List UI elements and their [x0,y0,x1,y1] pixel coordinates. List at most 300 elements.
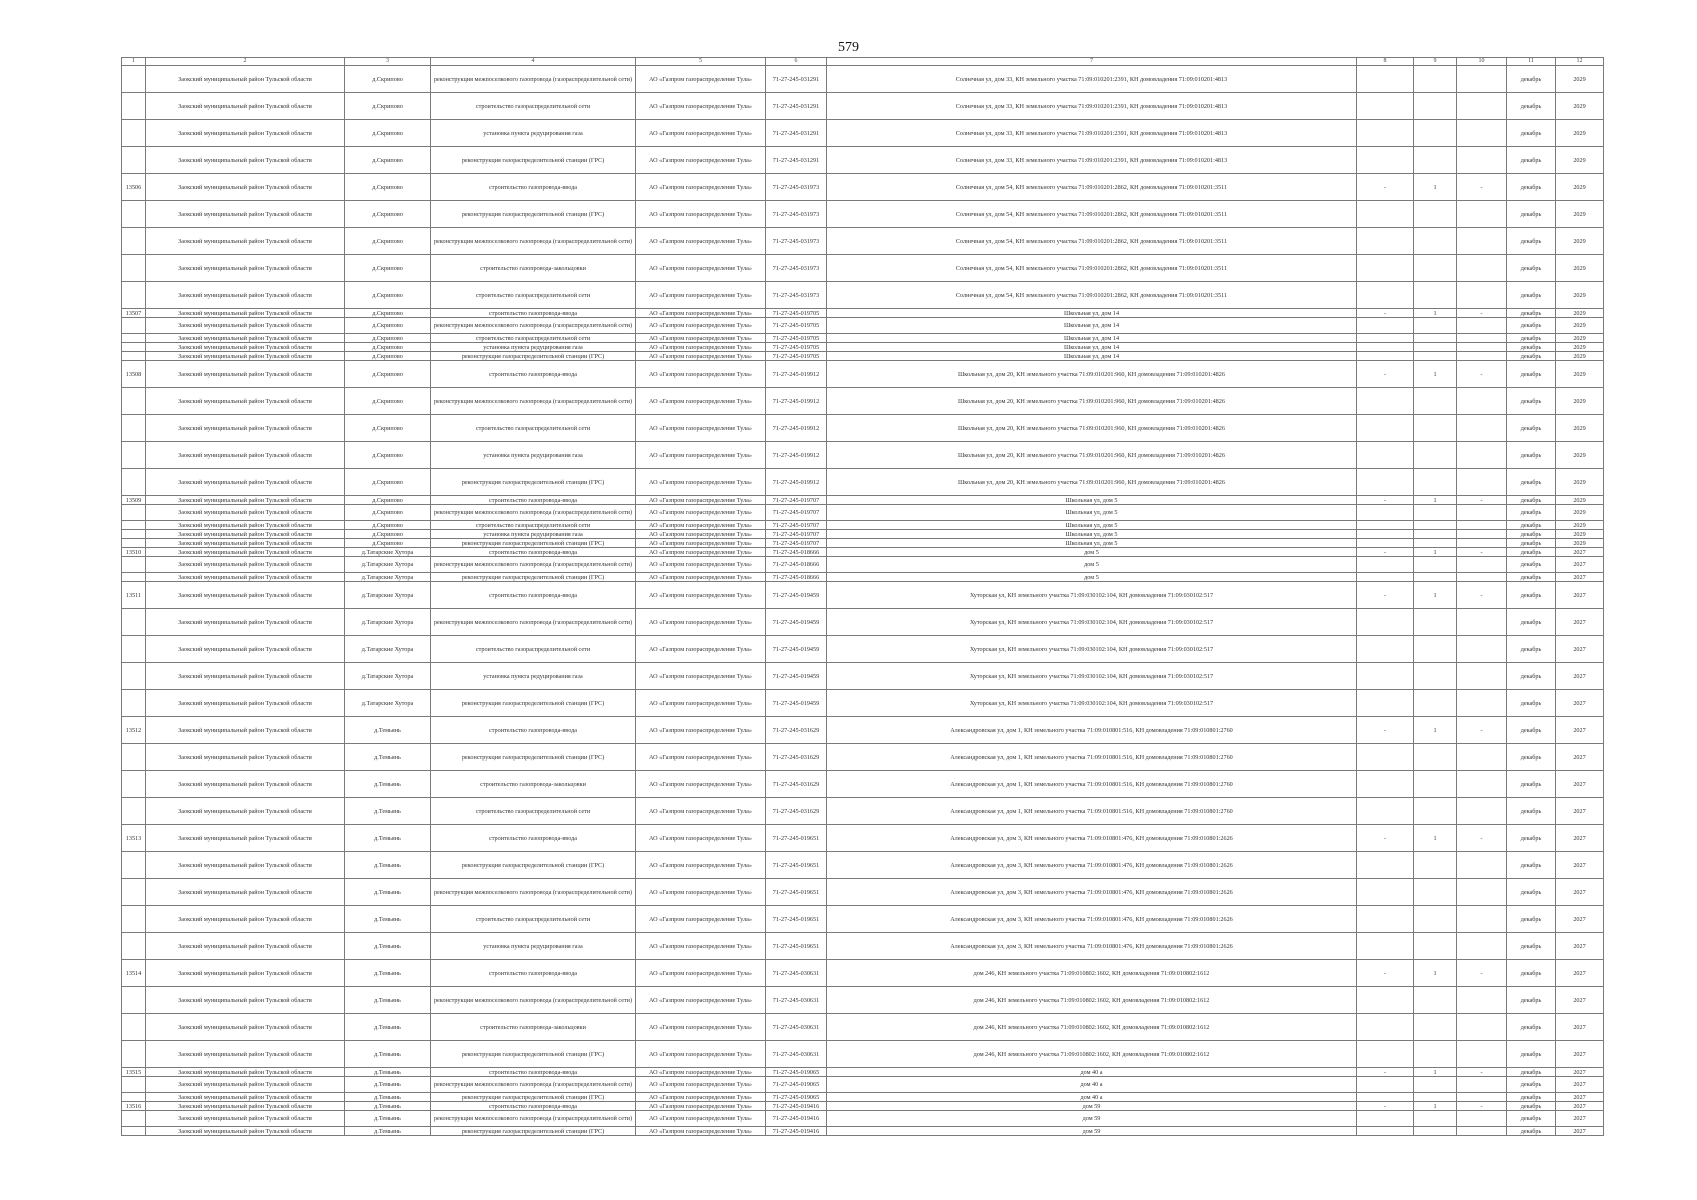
municipality-cell: Заокский муниципальный район Тульской области [146,1077,345,1093]
municipality-cell: Заокский муниципальный район Тульской области [146,690,345,717]
settlement-cell: д.Татарские Хутора [345,573,431,582]
col9-cell [1414,201,1457,228]
col10-cell [1457,744,1507,771]
month-cell: декабрь [1507,987,1556,1014]
organization-cell: АО «Газпром газораспределение Тула» [636,530,766,539]
col8-cell: - [1357,1068,1414,1077]
col9-cell [1414,388,1457,415]
row-number-cell [122,744,146,771]
settlement-cell: д.Татарские Хутора [345,609,431,636]
table-row [122,228,1604,255]
col9-cell [1414,744,1457,771]
application-number-cell: 71-27-245-030631 [766,1014,827,1041]
year-cell: 2029 [1556,334,1604,343]
settlement-cell: д.Скрипово [345,352,431,361]
col8-cell [1357,557,1414,573]
work-type-cell: реконструкция межпоселкового газопровода (газораспределительной сети) [431,228,636,255]
col10-cell [1457,415,1507,442]
settlement-cell: д.Скрипово [345,442,431,469]
col10-cell [1457,879,1507,906]
address-cell: дом 246, КН земельного участка 71:09:010802:1602, КН домовладения 71:09:010802:1612 [827,987,1357,1014]
work-type-cell: реконструкция межпоселкового газопровода (газораспределительной сети) [431,879,636,906]
address-cell: Солнечная ул, дом 33, КН земельного участка 71:09:010201:2391, КН домовладения 71:09:010201:4813 [827,147,1357,174]
year-cell: 2027 [1556,717,1604,744]
table-row [122,663,1604,690]
settlement-cell: д.Татарские Хутора [345,663,431,690]
row-number-cell [122,352,146,361]
organization-cell: АО «Газпром газораспределение Тула» [636,771,766,798]
work-type-cell: строительство газопровода-ввода [431,1068,636,1077]
municipality-cell: Заокский муниципальный район Тульской области [146,548,345,557]
month-cell: декабрь [1507,636,1556,663]
address-cell: Школьная ул, дом 5 [827,505,1357,521]
col8-cell [1357,521,1414,530]
col8-cell [1357,282,1414,309]
address-cell: Хуторская ул, КН земельного участка 71:09:030102:104, КН домовладения 71:09:030102:517 [827,582,1357,609]
col9-cell [1414,987,1457,1014]
organization-cell: АО «Газпром газораспределение Тула» [636,582,766,609]
col9-cell: 1 [1414,174,1457,201]
table-row [122,318,1604,334]
organization-cell: АО «Газпром газораспределение Тула» [636,1068,766,1077]
col10-cell [1457,1093,1507,1102]
municipality-cell: Заокский муниципальный район Тульской области [146,663,345,690]
organization-cell: АО «Газпром газораспределение Тула» [636,609,766,636]
month-cell: декабрь [1507,228,1556,255]
year-cell: 2029 [1556,318,1604,334]
month-cell: декабрь [1507,906,1556,933]
month-cell: декабрь [1507,120,1556,147]
address-cell: Хуторская ул, КН земельного участка 71:09:030102:104, КН домовладения 71:09:030102:517 [827,636,1357,663]
application-number-cell: 71-27-245-019651 [766,825,827,852]
application-number-cell: 71-27-245-019459 [766,636,827,663]
year-cell: 2029 [1556,415,1604,442]
year-cell: 2027 [1556,798,1604,825]
application-number-cell: 71-27-245-019705 [766,318,827,334]
col9-cell: 1 [1414,717,1457,744]
year-cell: 2029 [1556,343,1604,352]
organization-cell: АО «Газпром газораспределение Тула» [636,361,766,388]
table-row [122,361,1604,388]
row-number-cell [122,343,146,352]
col9-cell [1414,1077,1457,1093]
col10-cell [1457,798,1507,825]
row-number-cell [122,539,146,548]
col10-cell [1457,318,1507,334]
address-cell: дом 40 а [827,1093,1357,1102]
table-row [122,201,1604,228]
col9-cell [1414,933,1457,960]
work-type-cell: строительство газопровода-ввода [431,717,636,744]
application-number-cell: 71-27-245-019707 [766,496,827,505]
application-number-cell: 71-27-245-031973 [766,201,827,228]
col10-cell: - [1457,548,1507,557]
municipality-cell: Заокский муниципальный район Тульской области [146,852,345,879]
col8-cell [1357,1127,1414,1136]
table-row [122,469,1604,496]
table-row [122,1077,1604,1093]
col8-cell [1357,352,1414,361]
col8-cell [1357,744,1414,771]
address-cell: дом 40 а [827,1068,1357,1077]
municipality-cell: Заокский муниципальный район Тульской области [146,1127,345,1136]
col8-cell [1357,771,1414,798]
month-cell: декабрь [1507,93,1556,120]
month-cell: декабрь [1507,825,1556,852]
col8-cell [1357,798,1414,825]
work-type-cell: строительство газопровода-закольцовки [431,1014,636,1041]
col9-cell [1414,530,1457,539]
row-number-cell [122,609,146,636]
table-row [122,557,1604,573]
work-type-cell: установка пункта редуцирования газа [431,442,636,469]
application-number-cell: 71-27-245-019707 [766,521,827,530]
municipality-cell: Заокский муниципальный район Тульской области [146,573,345,582]
month-cell: декабрь [1507,573,1556,582]
organization-cell: АО «Газпром газораспределение Тула» [636,1041,766,1068]
col8-cell [1357,852,1414,879]
col9-cell [1414,282,1457,309]
table-row [122,530,1604,539]
application-number-cell: 71-27-245-031629 [766,744,827,771]
table-row [122,415,1604,442]
col8-cell [1357,343,1414,352]
work-type-cell: реконструкция газораспределительной станции (ГРС) [431,1093,636,1102]
municipality-cell: Заокский муниципальный район Тульской области [146,388,345,415]
month-cell: декабрь [1507,798,1556,825]
table-row [122,66,1604,93]
col8-cell [1357,318,1414,334]
address-cell: Александровская ул, дом 3, КН земельного участка 71:09:010801:476, КН домовладения 71:09:010801:2626 [827,852,1357,879]
year-cell: 2027 [1556,771,1604,798]
col10-cell [1457,120,1507,147]
table-row [122,573,1604,582]
col8-cell: - [1357,825,1414,852]
address-cell: Школьная ул, дом 20, КН земельного участка 71:09:010201:960, КН домовладения 71:09:010201:4826 [827,469,1357,496]
address-cell: Школьная ул, дом 14 [827,352,1357,361]
col9-cell: 1 [1414,582,1457,609]
address-cell: Солнечная ул, дом 54, КН земельного участка 71:09:010201:2862, КН домовладения 71:09:010201:3511 [827,228,1357,255]
table-row [122,879,1604,906]
row-number-cell [122,852,146,879]
address-cell: Александровская ул, дом 1, КН земельного участка 71:09:010801:516, КН домовладения 71:09:010801:2760 [827,717,1357,744]
month-cell: декабрь [1507,388,1556,415]
organization-cell: АО «Газпром газораспределение Тула» [636,717,766,744]
col8-cell [1357,334,1414,343]
application-number-cell: 71-27-245-018666 [766,573,827,582]
work-type-cell: строительство газопровода-закольцовки [431,255,636,282]
row-number-cell [122,798,146,825]
address-cell: Школьная ул, дом 20, КН земельного участка 71:09:010201:960, КН домовладения 71:09:010201:4826 [827,388,1357,415]
row-number-cell [122,120,146,147]
year-cell: 2029 [1556,505,1604,521]
col9-cell [1414,663,1457,690]
application-number-cell: 71-27-245-019651 [766,933,827,960]
work-type-cell: установка пункта редуцирования газа [431,120,636,147]
year-cell: 2029 [1556,521,1604,530]
col8-cell [1357,442,1414,469]
col9-cell [1414,505,1457,521]
settlement-cell: д.Скрипово [345,539,431,548]
municipality-cell: Заокский муниципальный район Тульской области [146,255,345,282]
table-row [122,609,1604,636]
month-cell: декабрь [1507,1041,1556,1068]
organization-cell: АО «Газпром газораспределение Тула» [636,318,766,334]
col8-cell [1357,120,1414,147]
municipality-cell: Заокский муниципальный район Тульской области [146,744,345,771]
table-row [122,1127,1604,1136]
column-number: 9 [1414,58,1457,66]
col9-cell [1414,318,1457,334]
work-type-cell: строительство газораспределительной сети [431,521,636,530]
settlement-cell: д.Татарские Хутора [345,636,431,663]
month-cell: декабрь [1507,415,1556,442]
month-cell: декабрь [1507,557,1556,573]
col9-cell [1414,852,1457,879]
application-number-cell: 71-27-245-019912 [766,469,827,496]
application-number-cell: 71-27-245-031291 [766,147,827,174]
application-number-cell: 71-27-245-030631 [766,987,827,1014]
year-cell: 2029 [1556,120,1604,147]
municipality-cell: Заокский муниципальный район Тульской области [146,879,345,906]
municipality-cell: Заокский муниципальный район Тульской области [146,1093,345,1102]
year-cell: 2029 [1556,66,1604,93]
work-type-cell: строительство газопровода-закольцовки [431,771,636,798]
col8-cell [1357,609,1414,636]
municipality-cell: Заокский муниципальный район Тульской области [146,1014,345,1041]
row-number-cell: 13510 [122,548,146,557]
row-number-cell [122,505,146,521]
application-number-cell: 71-27-245-019705 [766,309,827,318]
address-cell: Солнечная ул, дом 54, КН земельного участка 71:09:010201:2862, КН домовладения 71:09:010201:3511 [827,255,1357,282]
municipality-cell: Заокский муниципальный район Тульской области [146,174,345,201]
col10-cell [1457,530,1507,539]
col10-cell: - [1457,174,1507,201]
table-row [122,1041,1604,1068]
row-number-cell: 13516 [122,1102,146,1111]
col8-cell [1357,415,1414,442]
year-cell: 2027 [1556,987,1604,1014]
work-type-cell: строительство газопровода-ввода [431,582,636,609]
organization-cell: АО «Газпром газораспределение Тула» [636,636,766,663]
month-cell: декабрь [1507,539,1556,548]
month-cell: декабрь [1507,255,1556,282]
row-number-cell [122,771,146,798]
settlement-cell: д.Темьянь [345,717,431,744]
year-cell: 2029 [1556,388,1604,415]
organization-cell: АО «Газпром газораспределение Тула» [636,469,766,496]
address-cell: Александровская ул, дом 1, КН земельного участка 71:09:010801:516, КН домовладения 71:09:010801:2760 [827,798,1357,825]
municipality-cell: Заокский муниципальный район Тульской области [146,825,345,852]
col10-cell [1457,1077,1507,1093]
col8-cell [1357,987,1414,1014]
application-number-cell: 71-27-245-019912 [766,361,827,388]
application-number-cell: 71-27-245-019065 [766,1077,827,1093]
month-cell: декабрь [1507,442,1556,469]
month-cell: декабрь [1507,505,1556,521]
row-number-cell: 13506 [122,174,146,201]
application-number-cell: 71-27-245-031629 [766,798,827,825]
row-number-cell [122,1014,146,1041]
col10-cell [1457,1127,1507,1136]
settlement-cell: д.Скрипово [345,318,431,334]
address-cell: Александровская ул, дом 3, КН земельного участка 71:09:010801:476, КН домовладения 71:09:010801:2626 [827,879,1357,906]
col10-cell [1457,1014,1507,1041]
work-type-cell: установка пункта редуцирования газа [431,530,636,539]
year-cell: 2027 [1556,690,1604,717]
settlement-cell: д.Скрипово [345,255,431,282]
col10-cell [1457,147,1507,174]
col9-cell [1414,228,1457,255]
col8-cell [1357,201,1414,228]
col9-cell [1414,352,1457,361]
work-type-cell: реконструкция газораспределительной станции (ГРС) [431,469,636,496]
table-row [122,1068,1604,1077]
municipality-cell: Заокский муниципальный район Тульской области [146,557,345,573]
table-row [122,852,1604,879]
col8-cell [1357,663,1414,690]
address-cell: Солнечная ул, дом 54, КН земельного участка 71:09:010201:2862, КН домовладения 71:09:010201:3511 [827,282,1357,309]
row-number-cell [122,469,146,496]
application-number-cell: 71-27-245-019459 [766,582,827,609]
municipality-cell: Заокский муниципальный район Тульской области [146,609,345,636]
address-cell: Александровская ул, дом 3, КН земельного участка 71:09:010801:476, КН домовладения 71:09:010801:2626 [827,933,1357,960]
municipality-cell: Заокский муниципальный район Тульской области [146,415,345,442]
month-cell: декабрь [1507,1093,1556,1102]
settlement-cell: д.Темьянь [345,825,431,852]
month-cell: декабрь [1507,771,1556,798]
row-number-cell [122,66,146,93]
col10-cell [1457,987,1507,1014]
year-cell: 2029 [1556,530,1604,539]
application-number-cell: 71-27-245-031291 [766,120,827,147]
application-number-cell: 71-27-245-030631 [766,1041,827,1068]
row-number-cell: 13512 [122,717,146,744]
column-number: 8 [1357,58,1414,66]
organization-cell: АО «Газпром газораспределение Тула» [636,415,766,442]
municipality-cell: Заокский муниципальный район Тульской области [146,282,345,309]
col9-cell: 1 [1414,825,1457,852]
year-cell: 2027 [1556,1077,1604,1093]
application-number-cell: 71-27-245-018666 [766,557,827,573]
address-cell: Солнечная ул, дом 54, КН земельного участка 71:09:010201:2862, КН домовладения 71:09:010201:3511 [827,201,1357,228]
settlement-cell: д.Скрипово [345,388,431,415]
address-cell: дом 246, КН земельного участка 71:09:010802:1602, КН домовладения 71:09:010802:1612 [827,1014,1357,1041]
table-row [122,825,1604,852]
col10-cell [1457,557,1507,573]
settlement-cell: д.Скрипово [345,228,431,255]
address-cell: Школьная ул, дом 5 [827,521,1357,530]
organization-cell: АО «Газпром газораспределение Тула» [636,388,766,415]
settlement-cell: д.Темьянь [345,852,431,879]
year-cell: 2027 [1556,744,1604,771]
col10-cell: - [1457,361,1507,388]
col9-cell [1414,798,1457,825]
municipality-cell: Заокский муниципальный район Тульской области [146,228,345,255]
work-type-cell: строительство газораспределительной сети [431,906,636,933]
col8-cell [1357,505,1414,521]
settlement-cell: д.Скрипово [345,201,431,228]
year-cell: 2027 [1556,573,1604,582]
col10-cell [1457,906,1507,933]
column-number: 6 [766,58,827,66]
row-number-cell [122,318,146,334]
application-number-cell: 71-27-245-019705 [766,352,827,361]
col8-cell: - [1357,582,1414,609]
col8-cell: - [1357,496,1414,505]
month-cell: декабрь [1507,609,1556,636]
settlement-cell: д.Темьянь [345,1068,431,1077]
organization-cell: АО «Газпром газораспределение Тула» [636,334,766,343]
month-cell: декабрь [1507,309,1556,318]
municipality-cell: Заокский муниципальный район Тульской области [146,343,345,352]
table-row [122,309,1604,318]
settlement-cell: д.Татарские Хутора [345,548,431,557]
month-cell: декабрь [1507,960,1556,987]
column-number: 5 [636,58,766,66]
address-cell: Школьная ул, дом 14 [827,309,1357,318]
year-cell: 2027 [1556,879,1604,906]
col9-cell [1414,879,1457,906]
col8-cell: - [1357,717,1414,744]
settlement-cell: д.Татарские Хутора [345,557,431,573]
municipality-cell: Заокский муниципальный район Тульской области [146,530,345,539]
application-number-cell: 71-27-245-031629 [766,771,827,798]
address-cell: Школьная ул, дом 14 [827,334,1357,343]
work-type-cell: реконструкция межпоселкового газопровода (газораспределительной сети) [431,318,636,334]
application-number-cell: 71-27-245-031973 [766,174,827,201]
address-cell: Школьная ул, дом 20, КН земельного участка 71:09:010201:960, КН домовладения 71:09:010201:4826 [827,415,1357,442]
year-cell: 2027 [1556,1111,1604,1127]
month-cell: декабрь [1507,147,1556,174]
address-cell: Александровская ул, дом 1, КН земельного участка 71:09:010801:516, КН домовладения 71:09:010801:2760 [827,744,1357,771]
work-type-cell: установка пункта редуцирования газа [431,933,636,960]
month-cell: декабрь [1507,530,1556,539]
organization-cell: АО «Газпром газораспределение Тула» [636,66,766,93]
table-row [122,548,1604,557]
organization-cell: АО «Газпром газораспределение Тула» [636,352,766,361]
row-number-cell [122,987,146,1014]
year-cell: 2027 [1556,1093,1604,1102]
address-cell: дом 246, КН земельного участка 71:09:010802:1602, КН домовладения 71:09:010802:1612 [827,1041,1357,1068]
page-number: 579 [838,40,859,55]
application-number-cell: 71-27-245-019705 [766,343,827,352]
col8-cell [1357,1111,1414,1127]
col8-cell [1357,388,1414,415]
address-cell: дом 5 [827,548,1357,557]
col8-cell: - [1357,548,1414,557]
column-number: 1 [122,58,146,66]
organization-cell: АО «Газпром газораспределение Тула» [636,93,766,120]
row-number-cell [122,557,146,573]
table-row [122,1093,1604,1102]
settlement-cell: д.Скрипово [345,282,431,309]
table-row [122,505,1604,521]
municipality-cell: Заокский муниципальный район Тульской области [146,1102,345,1111]
work-type-cell: строительство газопровода-ввода [431,548,636,557]
month-cell: декабрь [1507,318,1556,334]
address-cell: Школьная ул, дом 5 [827,530,1357,539]
table-row [122,717,1604,744]
col10-cell [1457,771,1507,798]
table-row [122,1102,1604,1111]
address-cell: Солнечная ул, дом 54, КН земельного участка 71:09:010201:2862, КН домовладения 71:09:010201:3511 [827,174,1357,201]
work-type-cell: реконструкция газораспределительной станции (ГРС) [431,690,636,717]
year-cell: 2029 [1556,442,1604,469]
table-row [122,174,1604,201]
table-row [122,636,1604,663]
settlement-cell: д.Темьянь [345,798,431,825]
